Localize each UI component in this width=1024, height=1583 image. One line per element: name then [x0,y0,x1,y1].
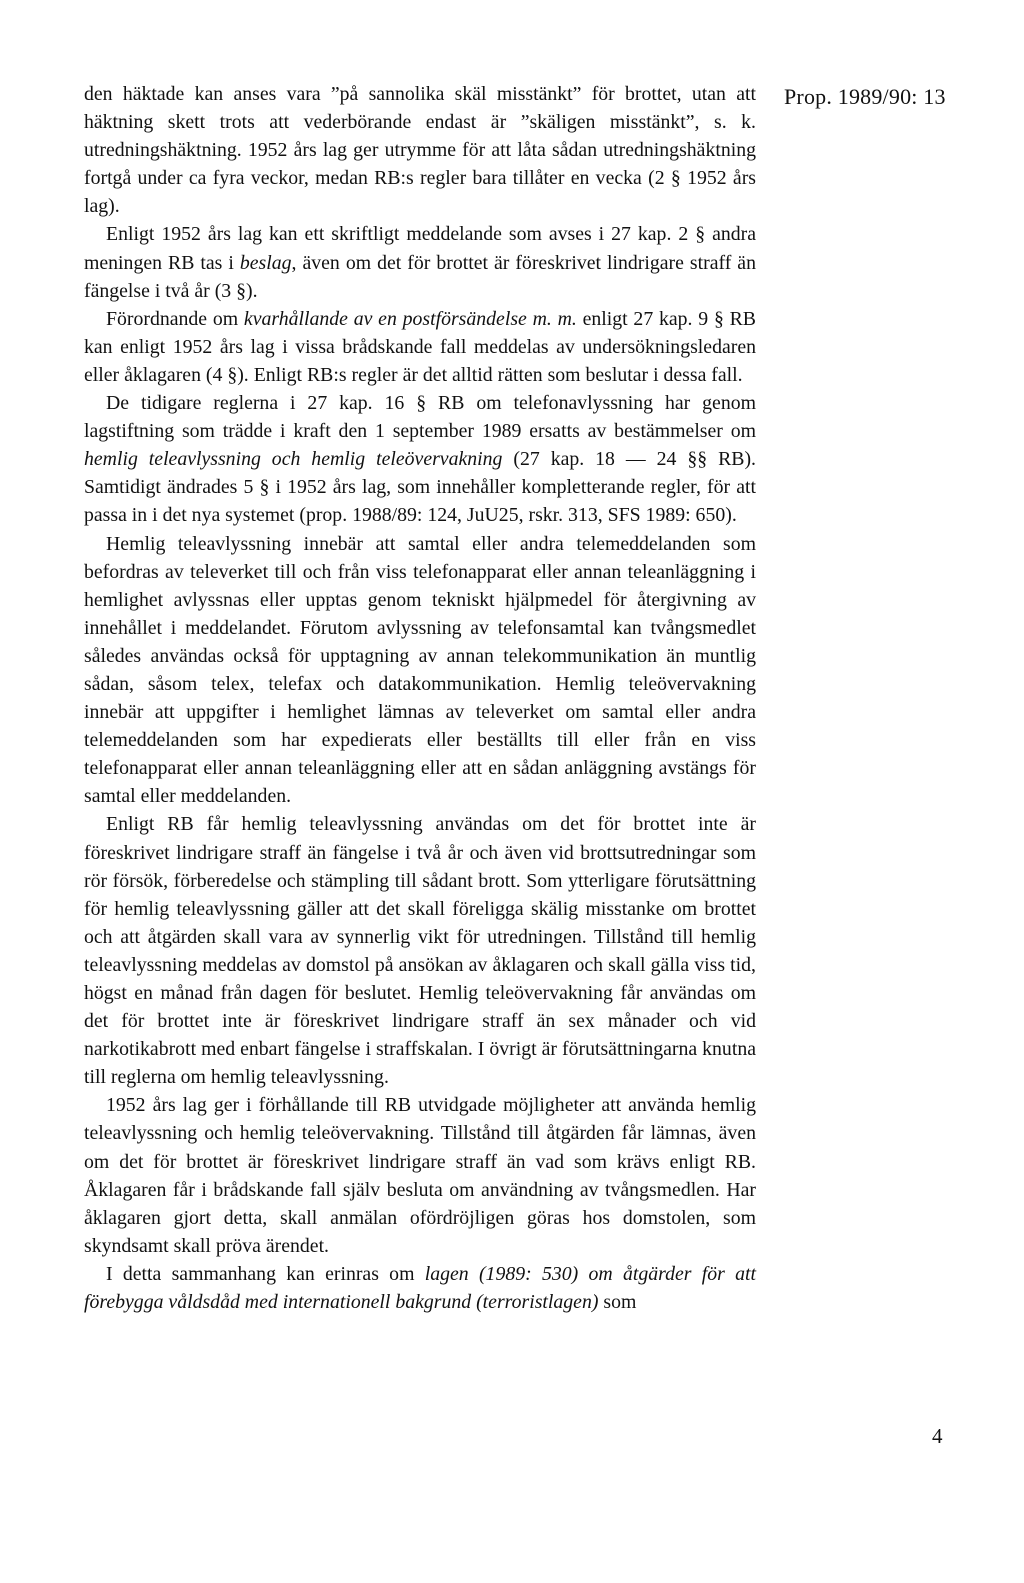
paragraph [84,389,756,529]
italic-text-run: lagen (1989: 530) om åtgärder för att förebygga våldsdåd med internationell bakgrund (terroristlagen) [84,1262,756,1314]
text-run: (27 kap. 18 — 24 §§ RB). Samtidigt ändrades 5 § i 1952 års lag, som innehåller kompletterande regler, för att passa in i det nya systemet (prop. 1988/89: 124, JuU25, rskr. 313, SFS 1989: 650). [84,448,756,527]
text-run: 1952 års lag ger i förhållande till RB utvidgade möjligheter att använda hemlig teleavlyssning och hemlig teleövervakning. Tillstånd till åtgärden får lämnas, även om det för brottet är föreskrivet lindrigare straff än vad som krävs enligt RB. Åklagaren får i brådskande fall själv besluta om användning av tvångsmedlen. Har åklagaren gjort detta, skall anmälan ofördröjligen göras hos domstolen, som skyndsamt skall pröva ärendet. [84,1094,756,1257]
text-run: I detta sammanhang kan erinras om [106,1262,425,1285]
italic-text-run: beslag [239,251,292,274]
paragraph [84,810,756,1091]
paragraph [84,530,756,811]
text-run: enligt 27 kap. 9 § RB kan enligt 1952 års lag i vissa brådskande fall meddelas av undersökningsledaren eller åklagaren (4 §). Enligt RB:s regler är det alltid rätten som beslutar i dessa fall. [84,307,757,386]
italic-text-run: hemlig teleavlyssning och hemlig teleövervakning [84,448,503,471]
paragraph [84,305,756,389]
text-run: Enligt RB får hemlig teleavlyssning användas om det för brottet inte är föreskrivet lindrigare straff än fängelse i två år och även vid brottsutredningar som rör försök, förberedelse och stämpling till sådant brott. Som ytterligare förutsättning för hemlig teleavlyssning gäller att det skall föreligga skälig misstanke om brottet och att åtgärden skall vara av synnerlig vikt för utredningen. Tillstånd till hemlig teleavlyssning meddelas av domstol på ansökan av åklagaren och skall gälla viss tid, högst en månad från dagen för beslutet. Hemlig teleövervakning får användas om det för brottet inte är föreskrivet lindrigare straff än sex månader och vid narkotikabrott med enbart fängelse i straffskalan. I övrigt är förutsättningarna knutna till reglerna om hemlig teleavlyssning. [84,813,756,1089]
text-run: den häktade kan anses vara ”på sannolika skäl misstänkt” för brottet, utan att häktning skett trots att vederbörande endast är ”skäligen misstänkt”, s. k. utredningshäktning. 1952 års lag ger utrymme för att låta sådan utredningshäktning fortgå under ca fyra veckor, medan RB:s regler bara tillåter en vecka (2 § 1952 års lag). [84,83,756,218]
proposition-reference: Prop. 1989/90: 13 [784,84,946,109]
italic-text-run: kvarhållande av en postförsändelse m. m. [243,307,577,330]
text-run: som [598,1291,637,1314]
text-run: Förordnande om [106,307,244,330]
paragraph [84,80,756,220]
page-number: 4 [932,1424,943,1448]
text-run: Enligt 1952 års lag kan ett skriftligt meddelande som avses i 27 kap. 2 § andra meningen RB tas i [84,223,756,274]
text-run: Hemlig teleavlyssning innebär att samtal eller andra telemeddelanden som befordras av televerket till och från viss telefonapparat eller annan teleanläggning i hemlighet avlyssnas eller upptas genom tekniskt hjälpmedel för återgivning av innehållet i meddelandet. Förutom avlyssning av telefonsamtal kan tvångsmedlet således användas också för upptagning av annan telekommunikation än muntlig sådan, såsom telex, telefax och datakommunikation. Hemlig teleövervakning innebär att uppgifter i hemlighet lämnas av televerket om samtal eller andra telemeddelanden som har expedierats eller beställts till eller från en viss telefonapparat eller annan teleanläggning eller att en sådan anläggning avstängs för samtal eller meddelanden. [84,532,756,808]
text-run: , även om det för brottet är föreskrivet lindrigare straff än fängelse i två år (3 §). [84,251,756,302]
text-run: De tidigare reglerna i 27 kap. 16 § RB om telefonavlyssning har genom lagstiftning som trädde i kraft den 1 september 1989 ersatts av bestämmelser om [84,392,756,443]
paragraph [84,220,756,304]
paragraph [84,1091,756,1260]
body-text [84,80,756,1316]
paragraph [84,1260,756,1316]
